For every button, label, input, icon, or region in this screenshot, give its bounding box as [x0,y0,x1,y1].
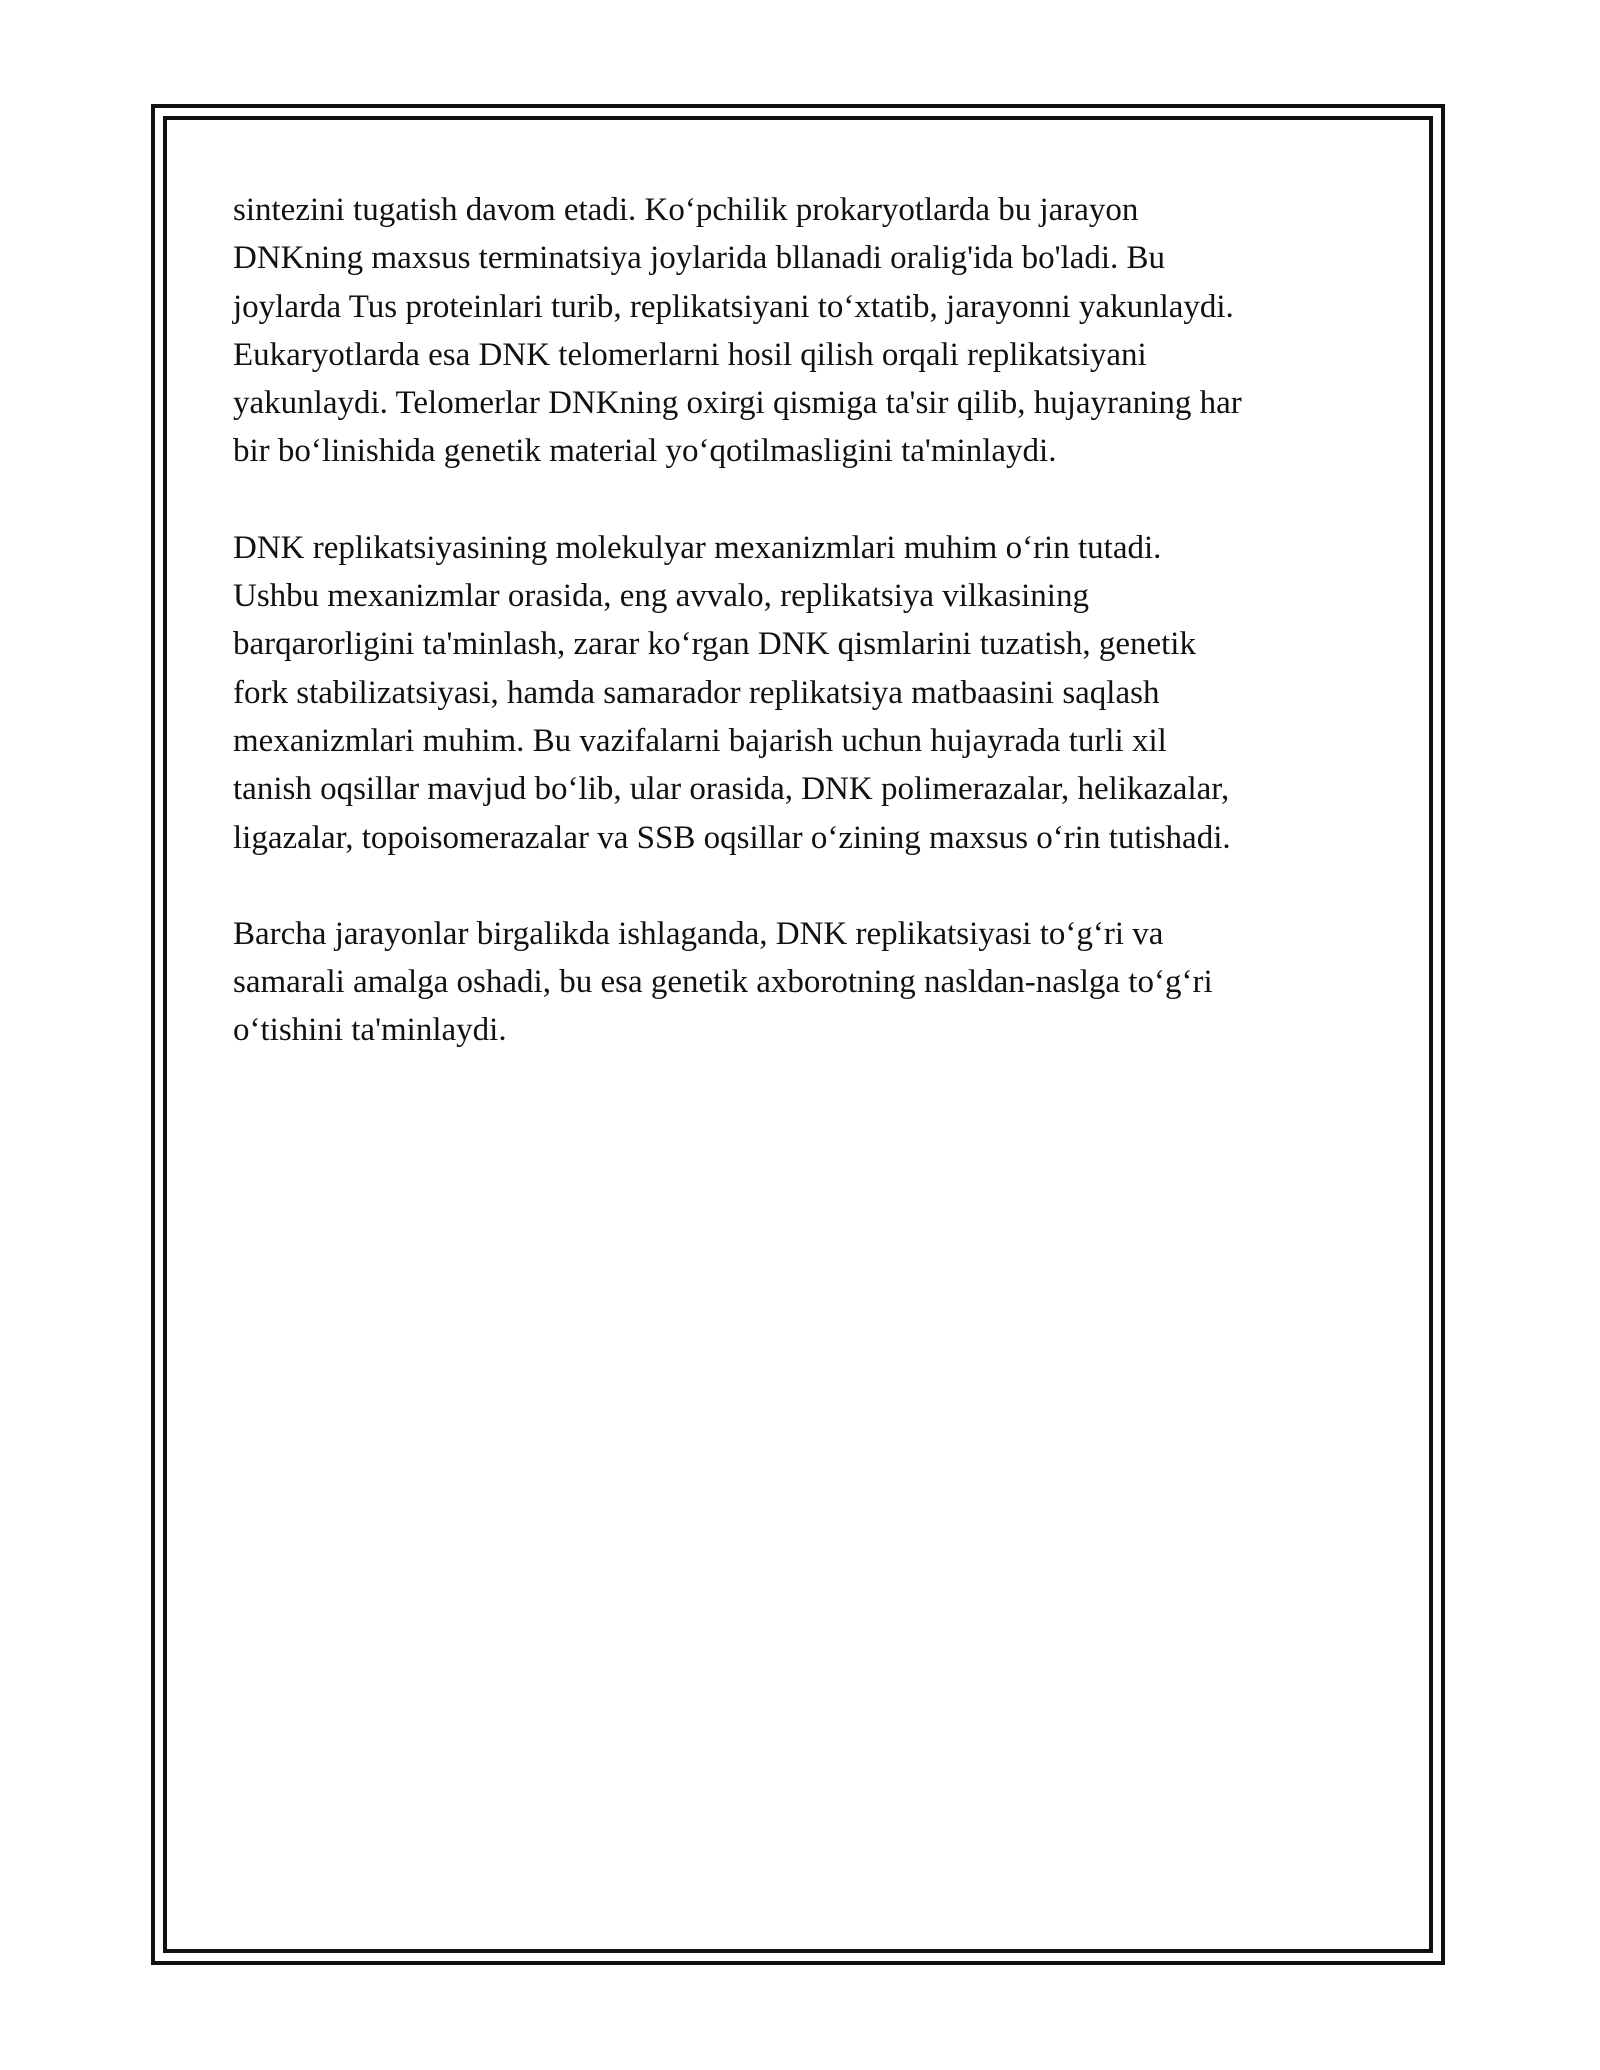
paragraph-molecular-mechanisms: DNK replikatsiyasining molekulyar mexanizmlari muhim oʻrin tutadi. Ushbu mexanizmlar orasida, eng avvalo, replikatsiya vilkasining barqarorligini ta'minlash, zarar koʻrgan DNK qismlarini tuzatish, genetik fork stabilizatsiyasi, hamda samarador replikatsiya matbaasini saqlash mexanizmlari muhim. Bu vazifalarni bajarish uchun hujayrada turli xil tanish oqsillar mavjud boʻlib, ular orasida, DNK polimerazalar, helikazalar, ligazalar, topoisomerazalar va SSB oqsillar oʻzining maxsus oʻrin tutishadi. [233,529,1231,856]
page-content [233,186,1373,1103]
paragraph-conclusion: Barcha jarayonlar birgalikda ishlaganda, DNK replikatsiyasi toʻgʻri va samarali amalga oshadi, bu esa genetik axborotning nasldan-naslga toʻgʻri oʻtishini ta'minlaydi. [233,915,1213,1049]
paragraph-replication-termination: sintezini tugatish davom etadi. Koʻpchilik prokaryotlarda bu jarayon DNKning maxsus terminatsiya joylarida bllanadi oralig'ida bo'ladi. Bu joylarda Tus proteinlari turib, replikatsiyani toʻxtatib, jarayonni yakunlaydi. Eukaryotlarda esa DNK telomerlarni hosil qilish orqali replikatsiyani yakunlaydi. Telomerlar DNKning oxirgi qismiga ta'sir qilib, hujayraning har bir boʻlinishida genetik material yoʻqotilmasligini ta'minlaydi. [233,192,1242,470]
